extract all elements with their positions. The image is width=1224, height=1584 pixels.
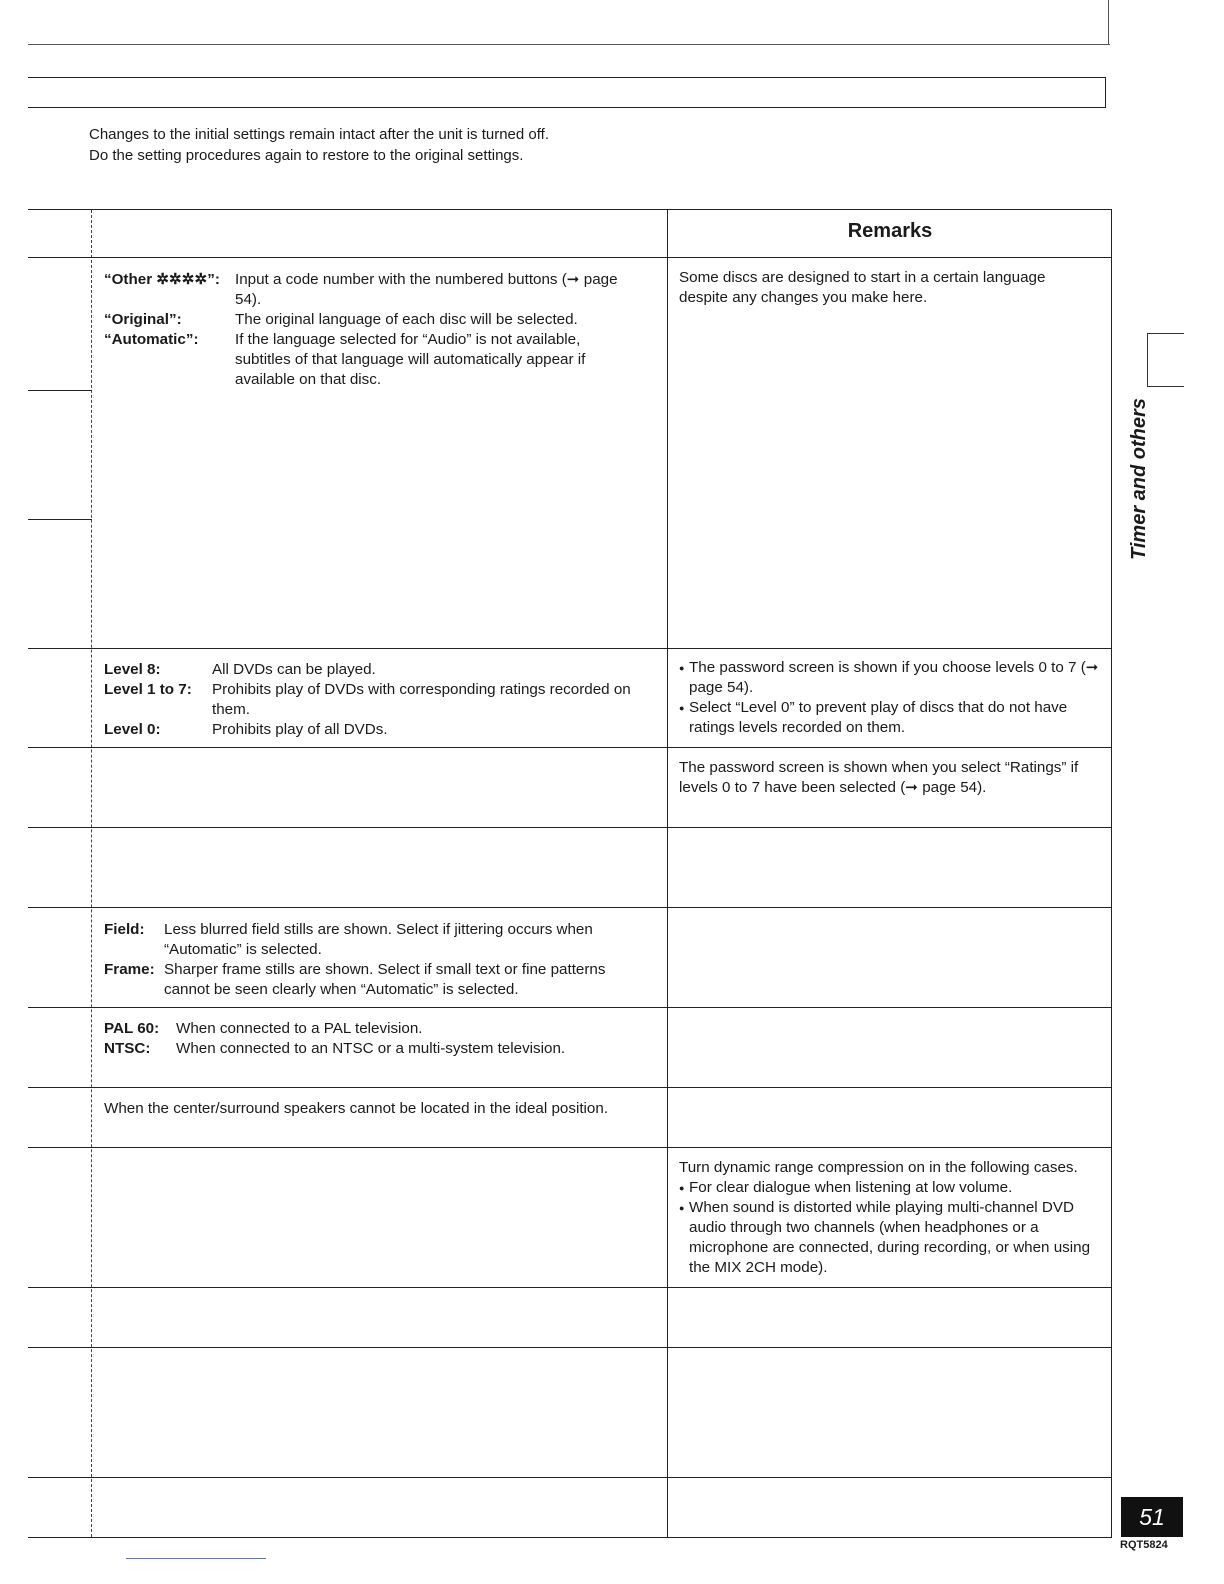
option-key: Field: <box>104 921 145 938</box>
row-rule <box>28 1147 1112 1148</box>
option-value: Less blurred field stills are shown. Select if jittering occurs when “Automatic” is selected. <box>164 921 593 958</box>
option-row <box>104 680 656 720</box>
option-value: Prohibits play of all DVDs. <box>212 721 388 738</box>
row-rule <box>28 209 1112 210</box>
intro-line-2: Do the setting procedures again to restore to the original settings. <box>89 146 524 164</box>
table-right-border <box>1111 209 1112 1537</box>
option-row <box>104 720 656 740</box>
password-remark: The password screen is shown when you select “Ratings” if levels 0 to 7 have been selected (➞ page 54). <box>679 759 1079 796</box>
option-row <box>104 1039 644 1059</box>
option-row <box>104 920 634 960</box>
language-remark: Some discs are designed to start in a certain language despite any changes you make here. <box>679 269 1046 306</box>
remark-bullet: ● Select “Level 0” to prevent play of discs that do not have ratings levels recorded on them. <box>679 698 1104 738</box>
row-rule <box>28 907 1112 908</box>
tv-type-options <box>104 1019 644 1059</box>
footer-accent-rule <box>126 1558 266 1559</box>
option-value: If the language selected for “Audio” is not available, subtitles of that language will automatically appear if available on that disc. <box>235 331 586 388</box>
option-value: When connected to an NTSC or a multi-system television. <box>176 1040 566 1057</box>
option-value: Sharper frame stills are shown. Select if small text or fine patterns cannot be seen clearly when “Automatic” is selected. <box>164 961 606 998</box>
option-value: Input a code number with the numbered buttons (➞ page 54). <box>235 271 618 308</box>
section-tab-marker <box>1147 333 1184 387</box>
option-row <box>104 960 634 1000</box>
option-row <box>104 1019 644 1039</box>
table-divider <box>667 209 668 1537</box>
ratings-options <box>104 660 656 740</box>
document-code: RQT5824 <box>1120 1539 1168 1551</box>
top-rule-tick <box>1108 0 1109 44</box>
option-key: NTSC: <box>104 1040 151 1057</box>
option-key: Frame: <box>104 961 155 978</box>
option-row <box>104 330 629 390</box>
row-rule <box>28 648 1112 649</box>
title-bar-top <box>28 77 1106 78</box>
option-key: Level 8: <box>104 661 161 678</box>
title-bar-right <box>1105 77 1106 108</box>
top-rule <box>28 44 1110 45</box>
row-rule <box>28 827 1112 828</box>
option-key: “Original”: <box>104 311 182 328</box>
remark-bullet: ● For clear dialogue when listening at low volume. <box>679 1178 1104 1198</box>
row-rule-left <box>28 519 92 520</box>
ratings-remark <box>679 658 1104 738</box>
option-key: Level 0: <box>104 721 161 738</box>
remark-bullet: ● The password screen is shown if you choose levels 0 to 7 (➞ page 54). <box>679 658 1104 698</box>
option-value: Prohibits play of DVDs with corresponding ratings recorded on them. <box>212 681 631 718</box>
section-side-label: Timer and others <box>1128 398 1150 560</box>
still-mode-options <box>104 920 634 1000</box>
option-value: The original language of each disc will be selected. <box>235 311 578 328</box>
language-options <box>104 270 629 390</box>
drc-remark-intro: Turn dynamic range compression on in the following cases. <box>679 1159 1078 1176</box>
page-number: 51 <box>1121 1497 1183 1537</box>
row-rule <box>28 257 1112 258</box>
row-rule <box>28 1537 1112 1538</box>
option-row <box>104 660 656 680</box>
row-rule <box>28 1347 1112 1348</box>
row-rule <box>28 1007 1112 1008</box>
option-value: When connected to a PAL television. <box>176 1020 423 1037</box>
option-key: “Automatic”: <box>104 331 199 348</box>
left-dashed-column-line <box>91 210 92 1537</box>
remarks-header: Remarks <box>847 220 933 242</box>
option-row <box>104 310 629 330</box>
intro-line-1: Changes to the initial settings remain intact after the unit is turned off. <box>89 126 549 143</box>
row-rule <box>28 1087 1112 1088</box>
row-rule <box>28 1477 1112 1478</box>
option-value: All DVDs can be played. <box>212 661 376 678</box>
row-rule-left <box>28 390 92 391</box>
option-key: Level 1 to 7: <box>104 681 192 698</box>
row-rule <box>28 1287 1112 1288</box>
option-key: PAL 60: <box>104 1020 160 1037</box>
intro-text <box>89 125 549 166</box>
option-key: “Other ✲✲✲✲”: <box>104 271 220 288</box>
title-bar-bottom <box>28 107 1106 108</box>
speaker-text: When the center/surround speakers cannot be located in the ideal position. <box>104 1100 609 1117</box>
remark-bullet: ● When sound is distorted while playing multi-channel DVD audio through two channels (when headphones or a microphone are connected, during recording, or when using the MIX 2CH mode). <box>679 1198 1104 1278</box>
drc-remark <box>679 1158 1104 1278</box>
option-row <box>104 270 629 310</box>
row-rule <box>28 747 1112 748</box>
